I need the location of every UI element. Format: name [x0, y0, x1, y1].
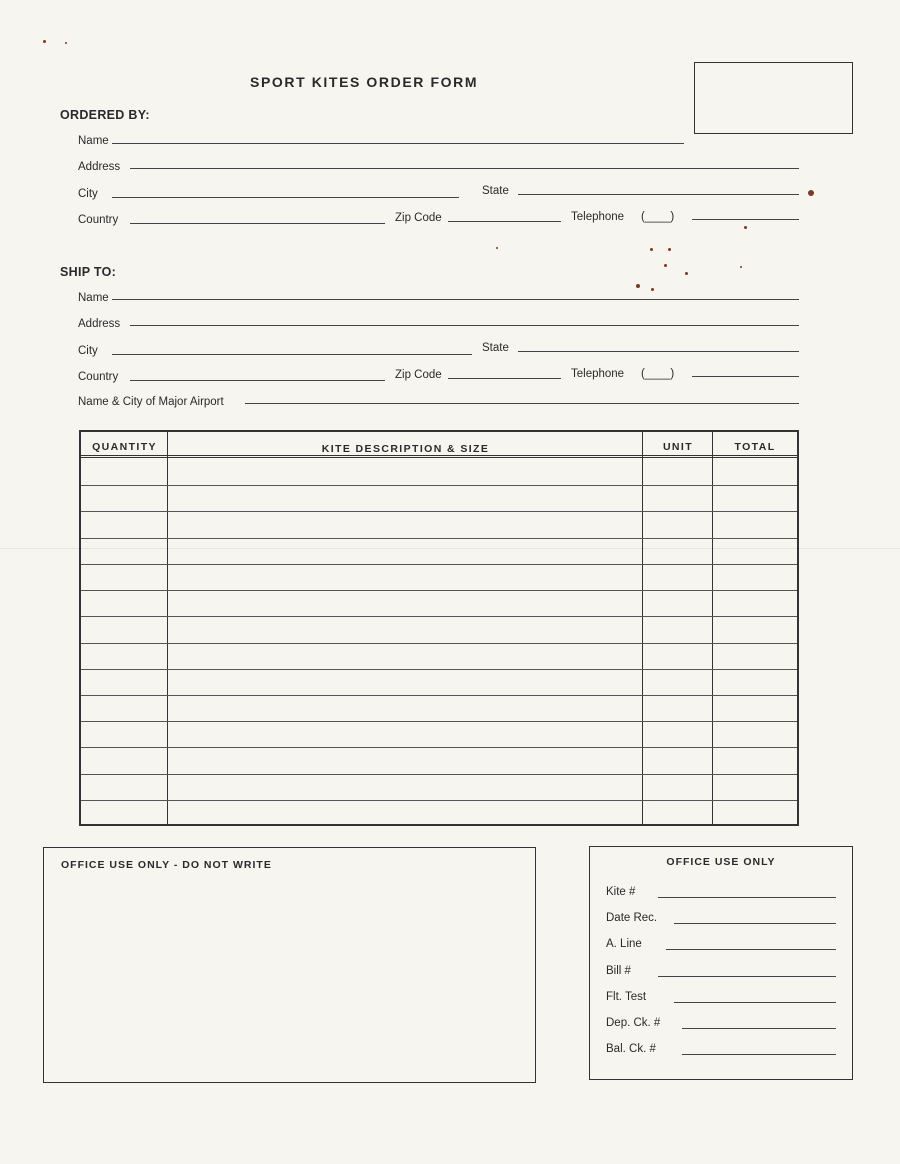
office-field-label: Bill #	[606, 964, 631, 977]
unit-column-header: UNIT	[662, 441, 694, 453]
paper-speck	[668, 248, 671, 251]
paper-speck	[740, 266, 742, 268]
paper-speck	[496, 247, 498, 249]
total-column-header: TOTAL	[734, 441, 776, 453]
ship-to-address-label: Address	[78, 318, 121, 330]
ordered-by-name-field[interactable]	[112, 143, 684, 144]
office-field-line[interactable]	[674, 1002, 836, 1003]
table-row[interactable]	[81, 774, 797, 800]
office-use-only-caption: OFFICE USE ONLY	[666, 856, 776, 868]
description-column-header: KITE DESCRIPTION & SIZE	[321, 443, 490, 455]
paper-speck	[664, 264, 667, 267]
ship-to-telephone-label: Telephone	[571, 368, 625, 380]
paper-speck	[636, 284, 640, 288]
table-row[interactable]	[81, 459, 797, 485]
corner-stamp-box	[694, 62, 853, 134]
ship-to-country-field[interactable]	[130, 380, 385, 381]
ordered-by-country-label: Country	[78, 214, 119, 226]
office-field-label: Date Rec.	[606, 912, 658, 925]
table-row[interactable]	[81, 590, 797, 616]
office-field-line[interactable]	[674, 923, 836, 924]
ship-to-heading: SHIP TO:	[60, 265, 117, 279]
table-row[interactable]	[81, 747, 797, 773]
table-row[interactable]	[81, 538, 797, 564]
office-field-line[interactable]	[682, 1028, 836, 1029]
table-row[interactable]	[81, 511, 797, 537]
paper-speck	[43, 40, 46, 43]
ship-to-zip-field[interactable]	[448, 378, 561, 379]
ship-to-address-field[interactable]	[130, 325, 799, 326]
office-use-caption: OFFICE USE ONLY - DO NOT WRITE	[61, 859, 272, 871]
ordered-by-area-code[interactable]: (____)	[641, 211, 675, 223]
office-use-only-box	[589, 846, 853, 1080]
office-field-line[interactable]	[658, 976, 836, 977]
table-row[interactable]	[81, 564, 797, 590]
ordered-by-heading: ORDERED BY:	[60, 108, 150, 122]
office-field-line[interactable]	[682, 1054, 836, 1055]
paper-speck	[685, 272, 688, 275]
office-field-line[interactable]	[658, 897, 836, 898]
ordered-by-city-field[interactable]	[112, 197, 459, 198]
quantity-column-header: QUANTITY	[92, 441, 157, 453]
ordered-by-state-field[interactable]	[518, 194, 799, 195]
order-table-header	[81, 432, 797, 458]
ship-to-state-field[interactable]	[518, 351, 799, 352]
ship-to-telephone-field[interactable]	[692, 376, 799, 377]
ship-to-airport-label: Name & City of Major Airport	[78, 396, 224, 408]
ordered-by-address-label: Address	[78, 161, 121, 173]
paper-speck	[744, 226, 747, 229]
ordered-by-telephone-label: Telephone	[571, 211, 625, 223]
ship-to-area-code[interactable]: (____)	[641, 368, 675, 380]
paper-speck	[650, 248, 653, 251]
ship-to-name-label: Name	[78, 292, 109, 304]
office-use-box	[43, 847, 536, 1083]
ordered-by-city-label: City	[78, 188, 98, 200]
office-field-label: A. Line	[606, 938, 642, 951]
table-row[interactable]	[81, 721, 797, 747]
paper-speck	[808, 190, 814, 196]
office-field-label: Flt. Test	[606, 990, 647, 1003]
table-row[interactable]	[81, 669, 797, 695]
ship-to-state-label: State	[482, 342, 509, 354]
office-field-label: Bal. Ck. #	[606, 1043, 656, 1056]
ordered-by-country-field[interactable]	[130, 223, 385, 224]
table-row[interactable]	[81, 800, 797, 826]
ordered-by-zip-field[interactable]	[448, 221, 561, 222]
ship-to-name-field[interactable]	[112, 299, 799, 300]
office-field-label: Dep. Ck. #	[606, 1017, 661, 1029]
ship-to-zip-label: Zip Code	[395, 369, 442, 381]
paper-speck	[651, 288, 654, 291]
table-row[interactable]	[81, 485, 797, 511]
office-field-label: Kite #	[606, 886, 636, 898]
ship-to-city-field[interactable]	[112, 354, 472, 355]
ship-to-country-label: Country	[78, 371, 119, 383]
table-row[interactable]	[81, 616, 797, 642]
ordered-by-telephone-field[interactable]	[692, 219, 799, 220]
ordered-by-zip-label: Zip Code	[395, 212, 442, 224]
table-row[interactable]	[81, 643, 797, 669]
order-table	[79, 430, 799, 826]
ordered-by-state-label: State	[482, 185, 509, 197]
paper-speck	[65, 42, 67, 44]
table-row[interactable]	[81, 695, 797, 721]
ship-to-city-label: City	[78, 345, 98, 357]
office-field-line[interactable]	[666, 949, 836, 950]
ordered-by-name-label: Name	[78, 135, 109, 147]
ship-to-airport-field[interactable]	[245, 403, 799, 404]
ordered-by-address-field[interactable]	[130, 168, 799, 169]
form-title: SPORT KITES ORDER FORM	[250, 74, 479, 90]
